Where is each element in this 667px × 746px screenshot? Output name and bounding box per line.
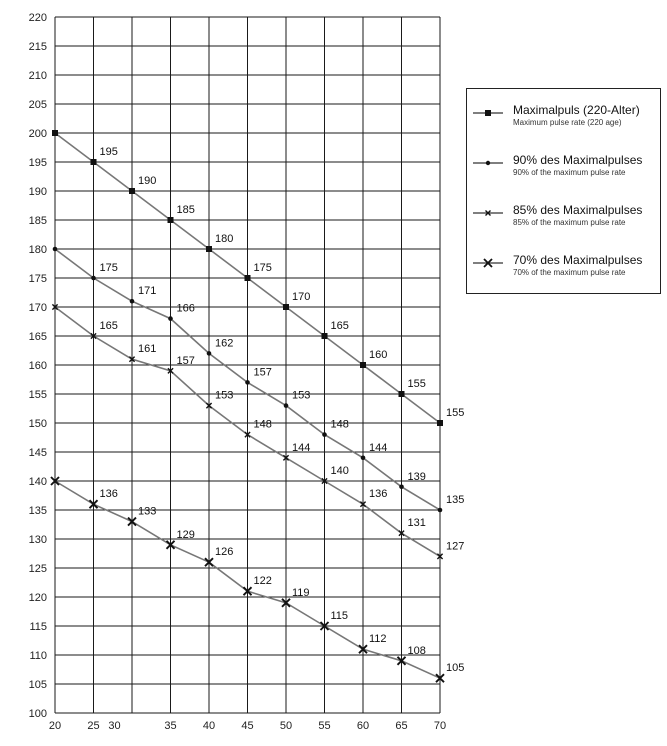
x-tick-label: 50 — [279, 720, 293, 732]
data-label: 133 — [138, 505, 157, 518]
y-tick-label: 105 — [28, 679, 47, 691]
legend-subtitle: 90% of the maximum pulse rate — [513, 168, 626, 177]
data-label: 157 — [176, 354, 195, 367]
y-tick-label: 140 — [28, 476, 47, 488]
data-point — [361, 456, 366, 461]
legend-subtitle: 70% of the maximum pulse rate — [513, 268, 626, 277]
y-tick-label: 170 — [28, 302, 47, 314]
data-label: 157 — [253, 366, 272, 379]
legend-marker-small-x-icon — [473, 207, 507, 221]
x-axis-ticks — [49, 720, 446, 732]
x-tick-label: 65 — [395, 720, 408, 732]
data-point — [322, 333, 328, 339]
y-tick-label: 125 — [28, 563, 47, 575]
y-tick-label: 150 — [28, 418, 47, 430]
y-tick-label: 195 — [28, 157, 47, 169]
data-label: 139 — [407, 470, 426, 483]
data-point — [399, 485, 404, 490]
data-label: 144 — [292, 441, 311, 454]
legend-name: 85% des Maximalpulses — [513, 203, 643, 217]
x-tick-label: 25 — [87, 720, 100, 732]
data-label: 140 — [330, 465, 349, 477]
data-label: 112 — [369, 633, 387, 646]
y-axis-ticks — [29, 12, 47, 720]
data-label: 190 — [138, 175, 157, 187]
y-tick-label: 145 — [28, 447, 47, 459]
y-tick-label: 120 — [28, 592, 47, 604]
data-point — [322, 432, 327, 437]
data-label: 185 — [176, 204, 195, 216]
legend-item-90 — [473, 153, 659, 193]
data-label: 195 — [99, 146, 118, 158]
y-tick-label: 205 — [28, 99, 47, 111]
legend-subtitle: 85% of the maximum pulse rate — [513, 218, 626, 227]
data-point — [206, 246, 212, 252]
data-point — [207, 351, 212, 356]
data-label: 171 — [138, 285, 157, 298]
data-label: 170 — [292, 291, 311, 303]
y-tick-label: 210 — [28, 70, 47, 82]
data-label: 165 — [99, 320, 118, 332]
legend-name: 70% des Maximalpulses — [513, 253, 643, 267]
y-tick-label: 100 — [28, 708, 47, 720]
x-tick-label: 70 — [433, 720, 447, 732]
legend-marker-x-icon — [473, 257, 507, 271]
data-point — [91, 276, 96, 281]
grid — [55, 17, 440, 713]
data-point — [168, 217, 174, 223]
data-label: 160 — [369, 349, 388, 361]
data-label: 119 — [292, 586, 310, 599]
data-label: 175 — [253, 262, 272, 274]
data-label: 126 — [215, 546, 234, 559]
legend-marker-square-icon — [473, 107, 507, 121]
y-tick-label: 175 — [28, 273, 47, 285]
x-tick-label: 35 — [164, 720, 177, 732]
y-tick-label: 215 — [28, 41, 47, 53]
data-label: 108 — [407, 644, 426, 657]
x-tick-label: 55 — [318, 720, 331, 732]
data-label: 162 — [215, 337, 234, 350]
data-label: 155 — [446, 407, 465, 419]
data-point — [53, 247, 58, 252]
data-labels — [100, 146, 465, 674]
x-tick-label: 30 — [108, 720, 121, 732]
data-label: 115 — [330, 610, 349, 622]
data-label: 136 — [369, 488, 388, 501]
data-label: 153 — [215, 389, 234, 402]
data-label: 148 — [253, 418, 272, 431]
legend-item-max — [473, 103, 659, 143]
legend — [466, 88, 661, 294]
data-point — [283, 304, 289, 310]
data-label: 131 — [407, 517, 426, 530]
x-tick-label: 60 — [356, 720, 370, 732]
data-label: 153 — [292, 389, 311, 402]
y-tick-label: 190 — [28, 186, 47, 198]
legend-item-70 — [473, 253, 659, 293]
data-point — [438, 508, 443, 513]
data-point — [52, 130, 58, 136]
y-tick-label: 110 — [29, 650, 47, 662]
data-label: 165 — [330, 320, 349, 332]
data-point — [130, 299, 135, 304]
data-label: 122 — [253, 575, 272, 588]
data-point — [168, 316, 173, 321]
x-tick-label: 40 — [202, 720, 216, 732]
data-label: 166 — [176, 302, 195, 315]
data-label: 161 — [138, 343, 157, 356]
y-tick-label: 135 — [28, 505, 47, 517]
y-tick-label: 155 — [28, 389, 47, 401]
data-label: 105 — [446, 662, 465, 675]
legend-subtitle: Maximum pulse rate (220 age) — [513, 118, 622, 127]
legend-marker-dot-icon — [473, 157, 507, 171]
data-point — [284, 403, 289, 408]
data-label: 136 — [99, 488, 118, 501]
data-point — [437, 420, 443, 426]
data-label: 175 — [99, 262, 118, 274]
data-point — [399, 391, 405, 397]
legend-name: 90% des Maximalpulses — [513, 153, 643, 167]
y-tick-label: 180 — [28, 244, 47, 256]
y-tick-label: 185 — [28, 215, 47, 227]
data-label: 148 — [330, 418, 349, 431]
legend-item-85 — [473, 203, 659, 243]
data-label: 129 — [176, 528, 195, 541]
data-point — [91, 159, 97, 165]
y-tick-label: 165 — [28, 331, 47, 343]
y-tick-label: 130 — [28, 534, 47, 546]
data-point — [245, 275, 251, 281]
data-point — [129, 188, 135, 194]
data-label: 155 — [407, 378, 426, 390]
data-point — [360, 362, 366, 368]
data-label: 144 — [369, 441, 388, 454]
y-tick-label: 220 — [28, 12, 47, 24]
x-tick-label: 45 — [241, 720, 254, 732]
data-point — [245, 380, 250, 385]
y-tick-label: 115 — [29, 621, 47, 633]
legend-name: Maximalpuls (220-Alter) — [513, 103, 640, 117]
y-tick-label: 160 — [28, 360, 47, 372]
data-label: 135 — [446, 494, 465, 506]
data-label: 180 — [215, 233, 234, 245]
data-label: 127 — [446, 540, 465, 553]
y-tick-label: 200 — [28, 128, 47, 140]
x-tick-label: 20 — [48, 720, 62, 732]
